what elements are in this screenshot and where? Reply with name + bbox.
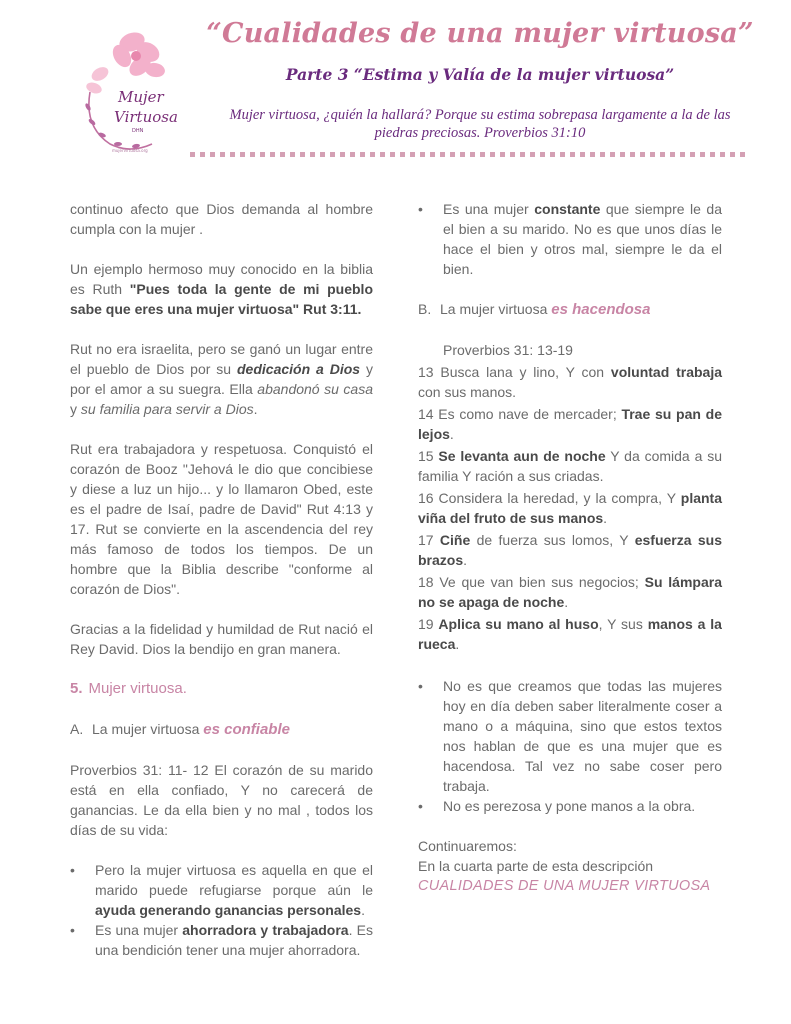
- list-item: • No es que creamos que todas las mujeres hoy en día deben saber literalmente coser a mano o a máquina, sino que estos textos nos hablan de que es una mujer que es hacendosa. Tal vez no sabe coser pero trabaja.: [418, 676, 722, 796]
- list-item: • Es una mujer constante que siempre le da el bien a su marido. No es que unos días le hace el bien y otros mal, siempre le da el bien.: [418, 199, 722, 279]
- list-item: • No es perezosa y pone manos a la obra.: [418, 796, 722, 816]
- verse-line: 18 Ve que van bien sus negocios; Su lámpara no se apaga de noche.: [418, 574, 722, 610]
- verse-line: 17 Ciñe de fuerza sus lomos, Y esfuerza sus brazos.: [418, 532, 722, 568]
- subsection-heading: A. La mujer virtuosa es confiable: [70, 721, 290, 738]
- svg-text:DHN: DHN: [132, 128, 144, 134]
- verse-line: 13 Busca lana y lino, Y con voluntad trabaja con sus manos.: [418, 364, 723, 400]
- svg-text:Mujer: Mujer: [118, 88, 164, 106]
- svg-text:Virtuosa: Virtuosa: [114, 108, 178, 126]
- list-item: • Es una mujer ahorradora y trabajadora. Es una bendición tener una mujer ahorradora.: [70, 920, 373, 960]
- svg-text:mujervirtuosa.org: mujervirtuosa.org: [112, 148, 148, 153]
- mujer-virtuosa-logo-icon: [70, 22, 185, 157]
- verse-line: 16 Considera la heredad, y la compra, Y planta viña del fruto de sus manos.: [418, 490, 722, 526]
- dotted-divider: [190, 152, 750, 157]
- header-verse: Mujer virtuosa, ¿quién la hallará? Porque su estima sobrepasa largamente a la de las piedras preciosas. Proverbios 31:10: [229, 107, 731, 141]
- closing-line: En la cuarta parte de esta descripción: [418, 858, 654, 874]
- bullet-list: [70, 860, 373, 960]
- paragraph: Gracias a la fidelidad y humildad de Rut nació el Rey David. Dios la bendijo en gran manera.: [70, 621, 373, 657]
- verse-line: 19 Aplica su mano al huso, Y sus manos a la rueca.: [418, 616, 722, 652]
- closing-line: Continuaremos:: [418, 838, 517, 854]
- paragraph: Un ejemplo hermoso muy conocido en la biblia es Ruth "Pues toda la gente de mi pueblo sabe que eres una mujer virtuosa" Rut 3:11.: [70, 261, 374, 317]
- section-heading: 5. Mujer virtuosa.: [70, 680, 187, 697]
- bullet-list: [418, 676, 722, 816]
- document-title: “Cualidades de una mujer virtuosa”: [206, 18, 754, 49]
- subsection-heading: B. La mujer virtuosa es hacendosa: [418, 301, 651, 318]
- next-part-title: CUALIDADES DE UNA MUJER VIRTUOSA: [418, 878, 711, 894]
- paragraph: Rut no era israelita, pero se ganó un lugar entre el pueblo de Dios por su dedicación a Dios y por el amor a su suegra. Ella abandonó su casa y su familia para servir a Dios.: [70, 341, 373, 417]
- left-column: [70, 199, 373, 980]
- page-header: [0, 0, 791, 165]
- paragraph: Proverbios 31: 11- 12 El corazón de su marido está en ella confiado, Y no carecerá de ganancias. Le da ella bien y no mal , todos los días de su vida:: [70, 762, 373, 838]
- scripture-reference: Proverbios 31: 13-19: [443, 342, 573, 358]
- verse-line: 14 Es como nave de mercader; Trae su pan de lejos.: [418, 406, 722, 442]
- paragraph: continuo afecto que Dios demanda al hombre cumpla con la mujer .: [70, 201, 373, 237]
- document-subtitle: Parte 3 “Estima y Valía de la mujer virtuosa”: [285, 65, 675, 84]
- paragraph: Rut era trabajadora y respetuosa. Conquistó el corazón de Booz "Jehová le dio que concibiese y diese a luz un hijo... y lo llamaron Obed, este es el padre de Isaí, padre de David" Rut 4:13 y 17. Rut se convierte en la ascendencia del rey más famoso de todos los tiempos. De un hombre que la Biblia describe "conforme al corazón de Dios".: [70, 441, 373, 597]
- verse-line: 15 Se levanta aun de noche Y da comida a su familia Y ración a sus criadas.: [418, 448, 722, 484]
- right-column: [418, 199, 722, 896]
- list-item: • Pero la mujer virtuosa es aquella en que el marido puede refugiarse porque aún le ayuda generando ganancias personales.: [70, 860, 373, 920]
- bullet-list: [418, 199, 722, 279]
